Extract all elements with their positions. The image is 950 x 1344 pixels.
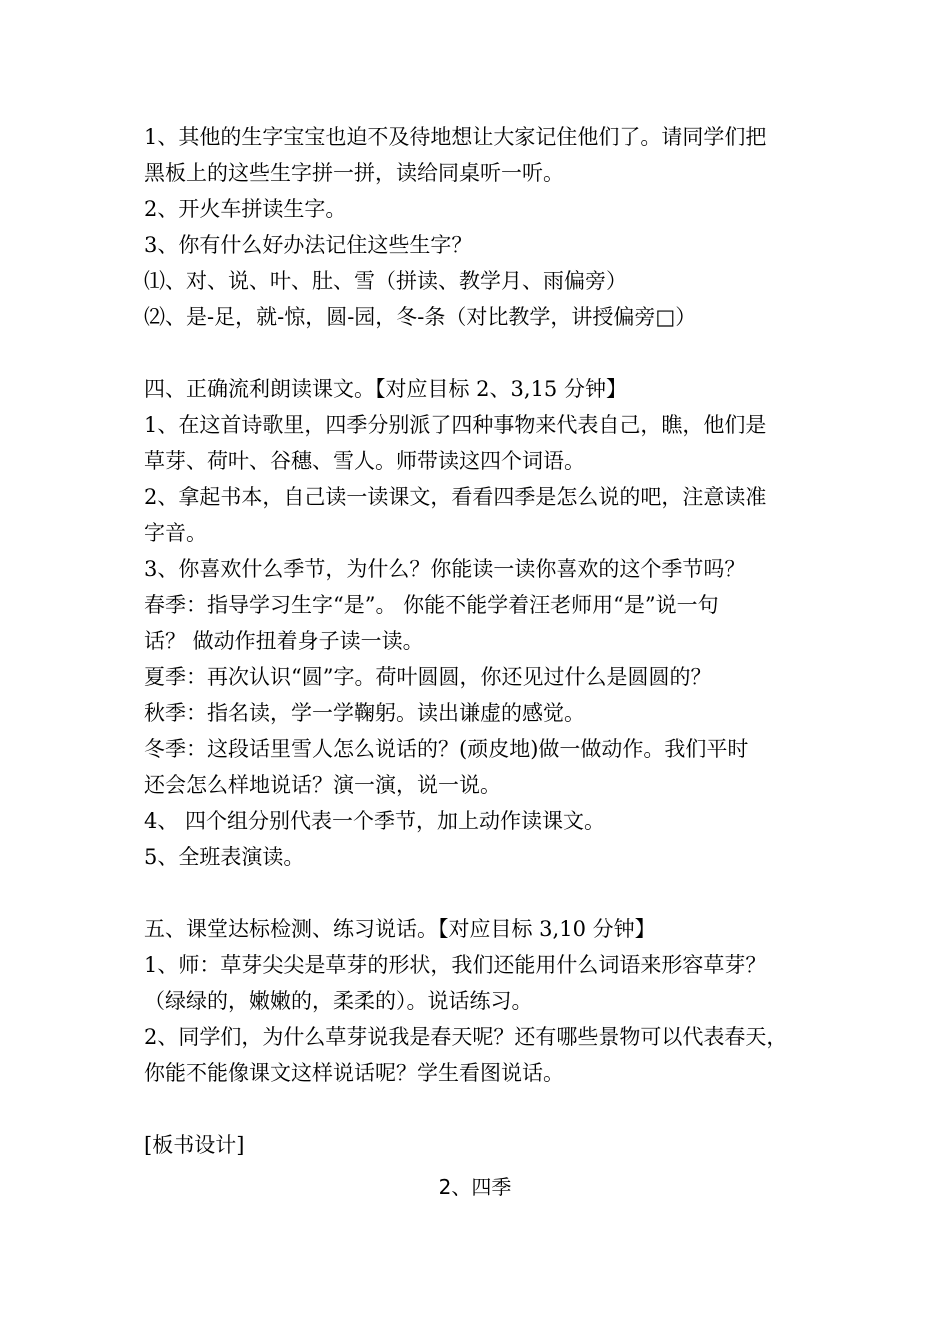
text-line: 话？ 做动作扭着身子读一读。 (144, 629, 424, 653)
text-line: 字音。 (144, 521, 207, 545)
text-line: 1、在这首诗歌里，四季分别派了四种事物来代表自己，瞧，他们是 (144, 413, 767, 437)
board-title: 2、四季 (438, 1175, 512, 1199)
text-line: 4、 四个组分别代表一个季节，加上动作读课文。 (144, 809, 606, 833)
text-line: （绿绿的，嫩嫩的，柔柔的）。说话练习。 (144, 989, 533, 1013)
text-line: 春季：指导学习生字“是”。 你能不能学着汪老师用“是”说一句 (144, 593, 719, 617)
text-line: 2、同学们，为什么草芽说我是春天呢？还有哪些景物可以代表春天， (144, 1025, 788, 1049)
text-line: ⑵、是-足，就-惊，圆-园，冬-条（对比教学，讲授偏旁□） (144, 305, 697, 329)
text-line: 5、全班表演读。 (144, 845, 305, 869)
text-line: 冬季：这段话里雪人怎么说话的？(顽皮地)做一做动作。我们平时 (144, 737, 749, 761)
text-line: 1、其他的生字宝宝也迫不及待地想让大家记住他们了。请同学们把 (144, 125, 767, 149)
board-design-label: [板书设计] (144, 1133, 245, 1157)
text-line: 1、师：草芽尖尖是草芽的形状，我们还能用什么词语来形容草芽？ (144, 953, 767, 977)
text-line: 还会怎么样地说话？演一演，说一说。 (144, 773, 501, 797)
text-line: 3、你喜欢什么季节，为什么？你能读一读你喜欢的这个季节吗？ (144, 557, 746, 581)
text-line: 2、拿起书本，自己读一读课文，看看四季是怎么说的吧，注意读准 (144, 485, 767, 509)
text-line: 秋季：指名读，学一学鞠躬。读出谦虚的感觉。 (144, 701, 585, 725)
text-line: ⑴、对、说、叶、肚、雪（拼读、教学月、雨偏旁） (144, 269, 627, 293)
text-line: 你能不能像课文这样说话呢？学生看图说话。 (144, 1061, 564, 1085)
text-line: 黑板上的这些生字拼一拼，读给同桌听一听。 (144, 161, 564, 185)
section-heading: 四、正确流利朗读课文。【对应目标 2、3,15 分钟】 (144, 377, 627, 401)
section-heading: 五、课堂达标检测、练习说话。【对应目标 3,10 分钟】 (144, 917, 656, 941)
text-line: 2、开火车拼读生字。 (144, 197, 347, 221)
text-line: 3、你有什么好办法记住这些生字？ (144, 233, 473, 257)
text-line: 草芽、荷叶、谷穗、雪人。师带读这四个词语。 (144, 449, 585, 473)
text-line: 夏季：再次认识“圆”字。荷叶圆圆，你还见过什么是圆圆的？ (144, 665, 712, 689)
